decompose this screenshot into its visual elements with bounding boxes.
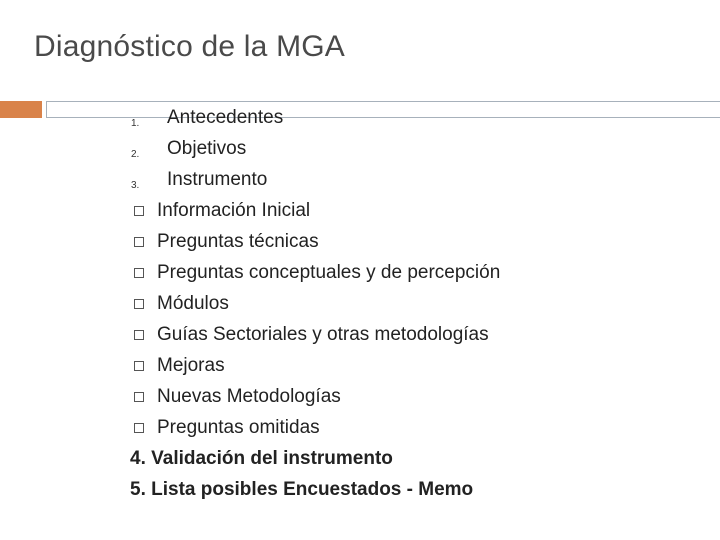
section-item-encuestados: 5. Lista posibles Encuestados - Memo <box>130 479 474 500</box>
numbered-item-label: Instrumento <box>167 169 268 190</box>
square-bullet-icon <box>134 299 144 309</box>
square-bullet-icon <box>134 237 144 247</box>
list-item-label: Información Inicial <box>157 200 311 221</box>
square-bullet-icon <box>134 330 144 340</box>
square-bullet-icon <box>134 423 144 433</box>
list-item-label: Nuevas Metodologías <box>157 386 341 407</box>
square-bullet-icon <box>134 361 144 371</box>
numbered-marker: 1. <box>131 118 140 129</box>
square-bullet-icon <box>134 392 144 402</box>
list-item-label: Guías Sectoriales y otras metodologías <box>157 324 489 345</box>
list-item-label: Módulos <box>157 293 229 314</box>
slide-title: Diagnóstico de la MGA <box>34 30 346 63</box>
numbered-marker: 2. <box>131 149 140 160</box>
list-item-label: Preguntas omitidas <box>157 417 320 438</box>
list-item-label: Preguntas técnicas <box>157 231 319 252</box>
list-item-label: Mejoras <box>157 355 225 376</box>
square-bullet-icon <box>134 268 144 278</box>
section-item-validacion: 4. Validación del instrumento <box>130 448 393 469</box>
numbered-marker: 3. <box>131 180 140 191</box>
numbered-item-label: Objetivos <box>167 138 247 159</box>
list-item-label: Preguntas conceptuales y de percepción <box>157 262 501 283</box>
square-bullet-icon <box>134 206 144 216</box>
numbered-item-label: Antecedentes <box>167 107 284 128</box>
